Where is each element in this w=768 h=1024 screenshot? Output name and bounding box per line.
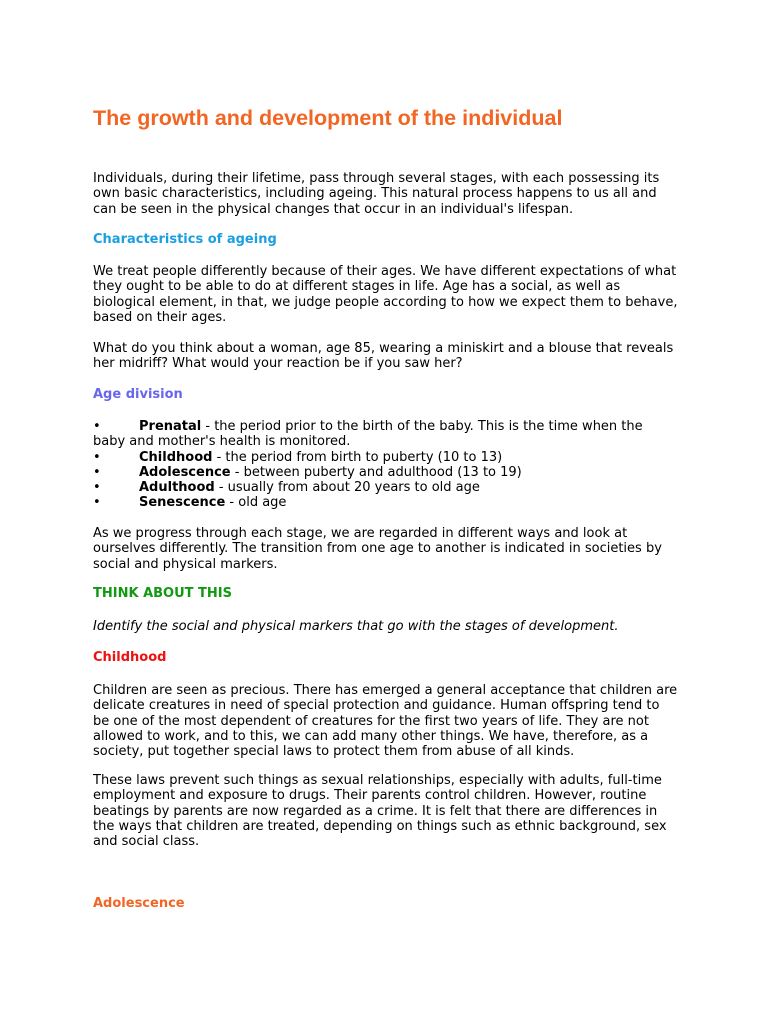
list-item-desc: - usually from about 20 years to old age bbox=[214, 480, 480, 496]
characteristics-paragraph-2 bbox=[93, 341, 693, 372]
text-line: society, put together special laws to protect them from abuse of all kinds. bbox=[93, 744, 575, 760]
text-line: As we progress through each stage, we are regarded in different ways and look at bbox=[93, 526, 628, 541]
age-division-list bbox=[93, 419, 693, 511]
page-title: The growth and development of the individual bbox=[93, 106, 563, 130]
bullet-icon: • bbox=[93, 464, 101, 480]
text-line: can be seen in the physical changes that occur in an individual's lifespan. bbox=[93, 201, 574, 217]
text-line: own basic characteristics, including ageing. This natural process happens to us all and bbox=[93, 186, 657, 202]
text-line: be one of the most dependent of creatures for the first two years of life. They are not bbox=[93, 713, 649, 729]
list-item-desc: - the period prior to the birth of the baby. This is the time when the bbox=[201, 419, 643, 434]
list-item bbox=[93, 480, 693, 495]
childhood-paragraph-2 bbox=[93, 773, 693, 849]
list-item-desc: - the period from birth to puberty (10 to 13) bbox=[212, 449, 503, 465]
list-item-term: Childhood bbox=[139, 449, 213, 465]
text-line: beatings by parents are now regarded as a crime. It is felt that there are differences in bbox=[93, 803, 658, 819]
heading-adolescence: Adolescence bbox=[93, 896, 185, 911]
heading-age-division: Age division bbox=[93, 387, 183, 402]
text-line: Identify the social and physical markers that go with the stages of development. bbox=[93, 619, 619, 634]
heading-childhood: Childhood bbox=[93, 650, 167, 665]
intro-paragraph bbox=[93, 171, 693, 217]
heading-think-about-this: THINK ABOUT THIS bbox=[93, 586, 232, 601]
text-line: her midriff? What would your reaction be if you saw her? bbox=[93, 356, 463, 372]
list-item-continuation bbox=[93, 434, 693, 449]
text-line: and social class. bbox=[93, 834, 200, 850]
text-line: delicate creatures in need of special protection and guidance. Human offspring tend to bbox=[93, 698, 660, 714]
text-line: These laws prevent such things as sexual relationships, especially with adults, full-time bbox=[93, 773, 662, 788]
list-item bbox=[93, 450, 693, 465]
list-item-desc: - old age bbox=[225, 495, 287, 511]
text-line: based on their ages. bbox=[93, 309, 227, 325]
text-line: employment and exposure to drugs. Their parents control children. However, routine bbox=[93, 788, 647, 804]
text-line: social and physical markers. bbox=[93, 556, 278, 572]
text-line: allowed to work, and to this, we can add many other things. We have, therefore, as a bbox=[93, 728, 649, 744]
text-line: Children are seen as precious. There has emerged a general acceptance that children are bbox=[93, 683, 678, 698]
list-item bbox=[93, 419, 693, 434]
bullet-icon: • bbox=[93, 449, 101, 465]
list-item bbox=[93, 465, 693, 480]
list-item-term: Senescence bbox=[139, 495, 226, 511]
list-item bbox=[93, 495, 693, 510]
list-item-term: Prenatal bbox=[139, 419, 202, 434]
bullet-icon: • bbox=[93, 419, 101, 434]
text-line: We treat people differently because of their ages. We have different expectations of what bbox=[93, 264, 677, 279]
bullet-icon: • bbox=[93, 480, 101, 496]
bullet-icon: • bbox=[93, 495, 101, 511]
text-line: they ought to be able to do at different stages in life. Age has a social, as well as bbox=[93, 279, 621, 295]
list-item-desc: baby and mother's health is monitored. bbox=[93, 434, 351, 450]
text-line: biological element, in that, we judge people according to how we expect them to behave, bbox=[93, 294, 678, 310]
characteristics-paragraph-1 bbox=[93, 264, 693, 325]
age-division-paragraph bbox=[93, 526, 693, 572]
list-item-desc: - between puberty and adulthood (13 to 19) bbox=[230, 464, 522, 480]
think-prompt bbox=[93, 619, 693, 634]
text-line: ourselves differently. The transition from one age to another is indicated in societies by bbox=[93, 541, 662, 557]
list-item-term: Adolescence bbox=[139, 464, 231, 480]
childhood-paragraph-1 bbox=[93, 683, 693, 759]
text-line: What do you think about a woman, age 85, wearing a miniskirt and a blouse that reveals bbox=[93, 341, 674, 356]
heading-characteristics: Characteristics of ageing bbox=[93, 232, 277, 247]
text-line: the ways that children are treated, depending on things such as ethnic background, sex bbox=[93, 818, 667, 834]
text-line: Individuals, during their lifetime, pass through several stages, with each possessing its bbox=[93, 171, 660, 186]
list-item-term: Adulthood bbox=[139, 480, 215, 496]
